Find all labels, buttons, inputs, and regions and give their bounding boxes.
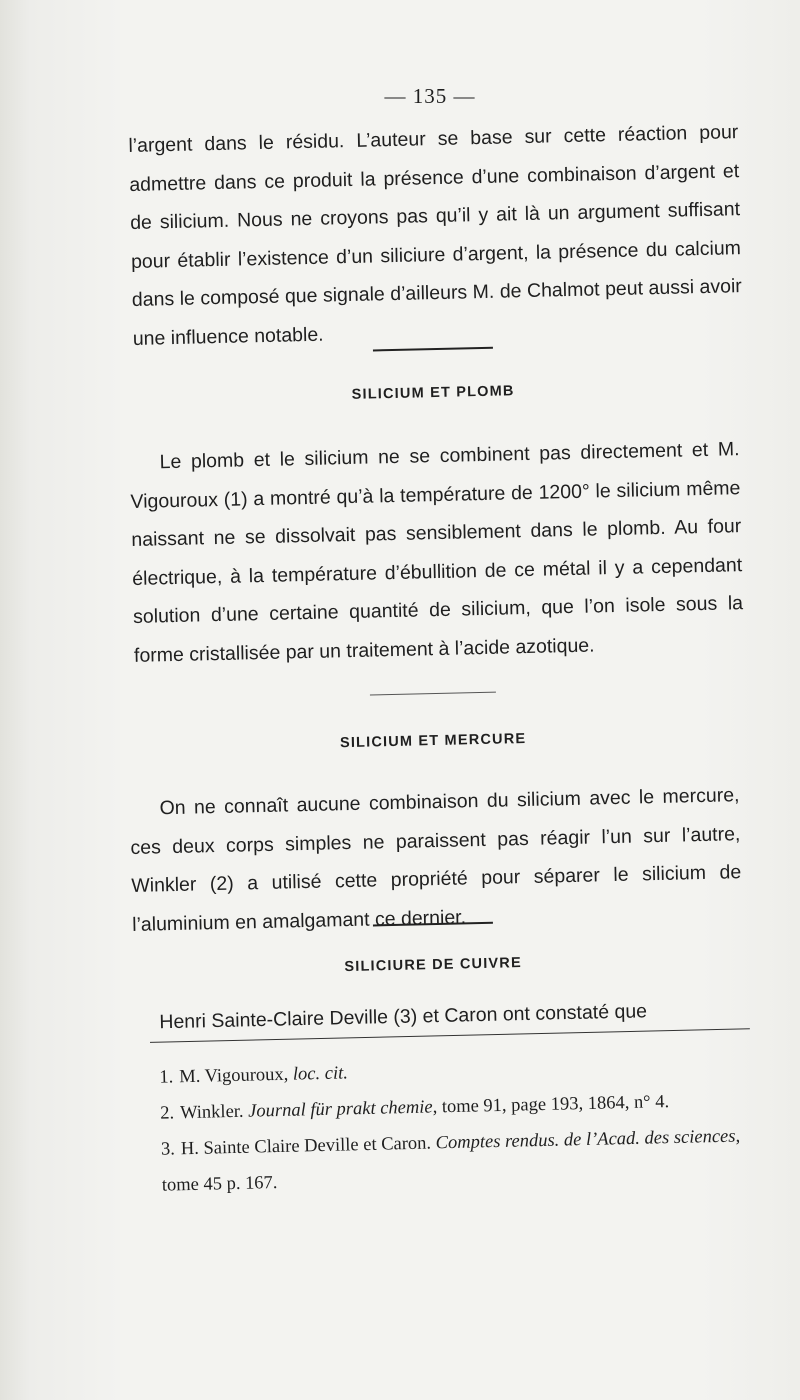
- section-divider: [370, 692, 496, 696]
- section-plomb: [128, 376, 744, 675]
- intro-block: [128, 113, 743, 358]
- section-heading: SILICIUM ET PLOMB: [351, 383, 515, 403]
- section-mercure: [128, 724, 743, 944]
- section-heading: SILICIURE DE CUIVRE: [344, 955, 523, 976]
- footnote-3: 3. H. Sainte Claire Deville et Caron. Comptes rendus. de l’Acad. des sciences, tome 45 p. 167.: [160, 1126, 741, 1196]
- section-cuivre: [128, 948, 740, 1042]
- footnotes: [145, 1046, 758, 1204]
- section-paragraph: Henri Sainte-Claire Deville (3) et Caron ont constaté que: [159, 1000, 648, 1034]
- section-paragraph: Le plomb et le silicium ne se combinent pas directement et M. Vigouroux (1) a montré qu’à la température de 1200° le silicium même naissant ne se dissolvait pas sensiblement dans le plomb. Au four électrique, à la température d’ébullition de ce métal il y a cependant solution d’une certaine quantité de silicium, que l’on isole sous la forme cristallisée par un traitement à l’acide azotique.: [130, 438, 744, 667]
- section-paragraph: On ne connaît aucune combinaison du silicium avec le mercure, ces deux corps simples ne paraissent pas réagir l’un sur l’autre, Winkler (2) a utilisé cette propriété pour séparer le silicium de l’aluminium en amalgamant ce dernier.: [130, 784, 742, 936]
- intro-paragraph: l’argent dans le résidu. L’auteur se base sur cette réaction pour admettre dans ce produit la présence d’une combinaison d’argent et de silicium. Nous ne croyons pas qu’il y ait là un argument suffisant pour établir l’existence d’un siliciure d’argent, la présence du calcium dans le composé que signale d’ailleurs M. de Chalmot peut aussi avoir une influence notable.: [128, 121, 743, 350]
- section-heading: SILICIUM ET MERCURE: [339, 730, 527, 752]
- page-number: — 135 —: [384, 84, 476, 108]
- separator-2: [128, 686, 738, 701]
- footnote-2: 2. Winkler. Journal für prakt chemie, tome 91, page 193, 1864, n° 4.: [159, 1092, 670, 1124]
- footnote-1: 1. M. Vigouroux, loc. cit.: [159, 1063, 349, 1088]
